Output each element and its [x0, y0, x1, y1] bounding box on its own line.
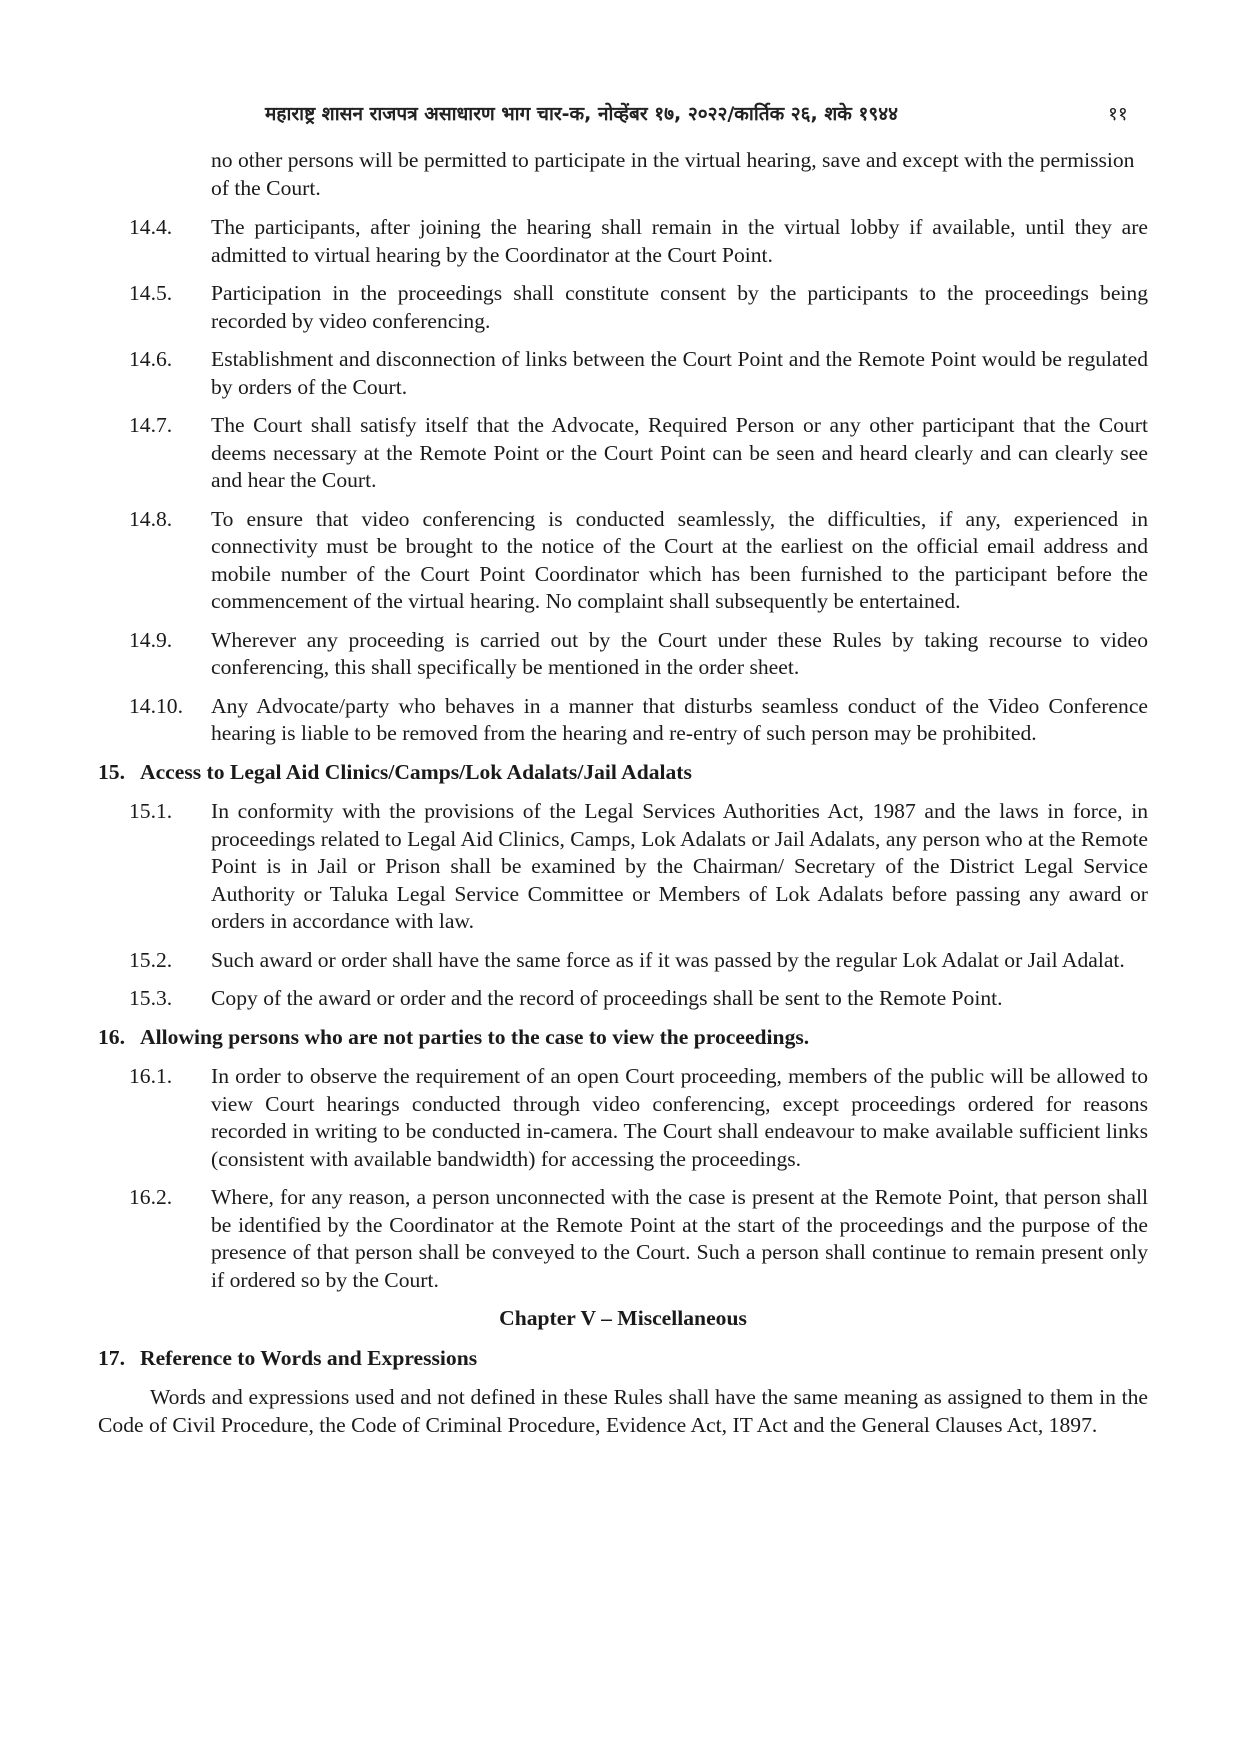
section-15-heading	[98, 759, 1148, 787]
clause-number: 14.10.	[129, 693, 183, 718]
clause-text: Where, for any reason, a person unconnected with the case is present at the Remote Point, that person shall be identified by the Coordinator at the Remote Point at the start of the proceedings and the purpose of the presence of that person shall be conveyed to the Court. Such a person shall continue to remain present only if ordered so by the Court.	[211, 1185, 1148, 1292]
section-16-heading	[98, 1024, 1148, 1052]
continuation-paragraph: no other persons will be permitted to participate in the virtual hearing, save and except with the permission of the Court.	[211, 148, 1135, 200]
clause-number: 16.1.	[129, 1064, 173, 1088]
clause-text: Copy of the award or order and the record of proceedings shall be sent to the Remote Point.	[211, 986, 1003, 1010]
clause-16-2	[98, 1184, 1148, 1294]
clause-text: Such award or order shall have the same force as if it was passed by the regular Lok Adalat or Jail Adalat.	[211, 947, 1125, 972]
clause-number: 14.6.	[129, 347, 173, 371]
clause-text: Participation in the proceedings shall constitute consent by the participants to the proceedings being recorded by video conferencing.	[211, 281, 1148, 333]
section-title: Reference to Words and Expressions	[140, 1345, 478, 1370]
clause-text: In order to observe the requirement of an open Court proceeding, members of the public will be allowed to view Court hearings conducted through video conferencing, except proceedings ordered for reasons recorded in writing to be conducted in-camera. The Court shall endeavour to make available sufficient links (consistent with available bandwidth) for accessing the proceedings.	[211, 1064, 1148, 1171]
clause-14-9	[98, 627, 1148, 682]
clause-number: 14.4.	[129, 215, 173, 239]
clause-number: 15.1.	[129, 799, 173, 823]
clause-14-4	[98, 214, 1148, 269]
clause-number: 14.7.	[129, 413, 173, 437]
clause-number: 14.9.	[129, 627, 173, 652]
clause-14-10	[98, 693, 1148, 748]
clause-text: Any Advocate/party who behaves in a manner that disturbs seamless conduct of the Video Conference hearing is liable to be removed from the hearing and re-entry of such person may be prohibited.	[211, 693, 1148, 745]
section-title: Access to Legal Aid Clinics/Camps/Lok Adalats/Jail Adalats	[140, 759, 692, 784]
section-number: 15.	[98, 759, 125, 784]
clause-number: 14.8.	[129, 506, 173, 531]
clause-15-3	[98, 985, 1148, 1013]
clause-15-2	[98, 947, 1148, 975]
chapter-heading: Chapter V – Miscellaneous	[499, 1306, 747, 1330]
clause-text: To ensure that video conferencing is conducted seamlessly, the difficulties, if any, experienced in connectivity must be brought to the notice of the Court at the earliest on the official email address and mobile number of the Court Point Coordinator which has been furnished to the participant before the commencement of the virtual hearing. No complaint shall subsequently be entertained.	[211, 506, 1148, 613]
clause-text: Wherever any proceeding is carried out by the Court under these Rules by taking recourse to video conferencing, this shall specifically be mentioned in the order sheet.	[211, 627, 1148, 679]
clause-14-8	[98, 506, 1148, 616]
clause-text: The Court shall satisfy itself that the Advocate, Required Person or any other participant that the Court deems necessary at the Remote Point or the Court Point can be seen and heard clearly and can clearly see and hear the Court.	[211, 413, 1148, 492]
clause-15-1	[98, 798, 1148, 936]
page-number: ११	[1108, 103, 1128, 125]
document-body	[98, 147, 1148, 1439]
clause-14-6	[98, 346, 1148, 401]
clause-16-1	[98, 1063, 1148, 1173]
clause-number: 15.3.	[129, 986, 173, 1010]
clause-number: 14.5.	[129, 281, 173, 305]
clause-14-7	[98, 412, 1148, 495]
clause-number: 16.2.	[129, 1185, 173, 1209]
section-17-paragraph: Words and expressions used and not defined in these Rules shall have the same meaning as assigned to them in the Code of Civil Procedure, the Code of Criminal Procedure, Evidence Act, IT Act and the General Clauses Act, 1897.	[98, 1385, 1148, 1437]
section-number: 16.	[98, 1024, 125, 1049]
clause-14-5	[98, 280, 1148, 335]
gazette-header-title: महाराष्ट्र शासन राजपत्र असाधारण भाग चार-क, नोव्हेंबर १७, २०२२/कार्तिक २६, शके १९४४	[265, 103, 899, 125]
section-17-heading	[98, 1345, 1148, 1373]
clause-number: 15.2.	[129, 947, 173, 972]
section-title: Allowing persons who are not parties to the case to view the proceedings.	[140, 1024, 810, 1049]
section-number: 17.	[98, 1345, 125, 1370]
clause-text: Establishment and disconnection of links between the Court Point and the Remote Point would be regulated by orders of the Court.	[211, 347, 1148, 399]
page-header	[0, 100, 1241, 130]
clause-text: The participants, after joining the hearing shall remain in the virtual lobby if available, until they are admitted to virtual hearing by the Coordinator at the Court Point.	[211, 215, 1148, 267]
clause-text: In conformity with the provisions of the Legal Services Authorities Act, 1987 and the laws in force, in proceedings related to Legal Aid Clinics, Camps, Lok Adalats or Jail Adalats, any person who at the Remote Point is in Jail or Prison shall be examined by the Chairman/ Secretary of the District Legal Service Authority or Taluka Legal Service Committee or Members of Lok Adalats before passing any award or orders in accordance with law.	[211, 799, 1148, 933]
